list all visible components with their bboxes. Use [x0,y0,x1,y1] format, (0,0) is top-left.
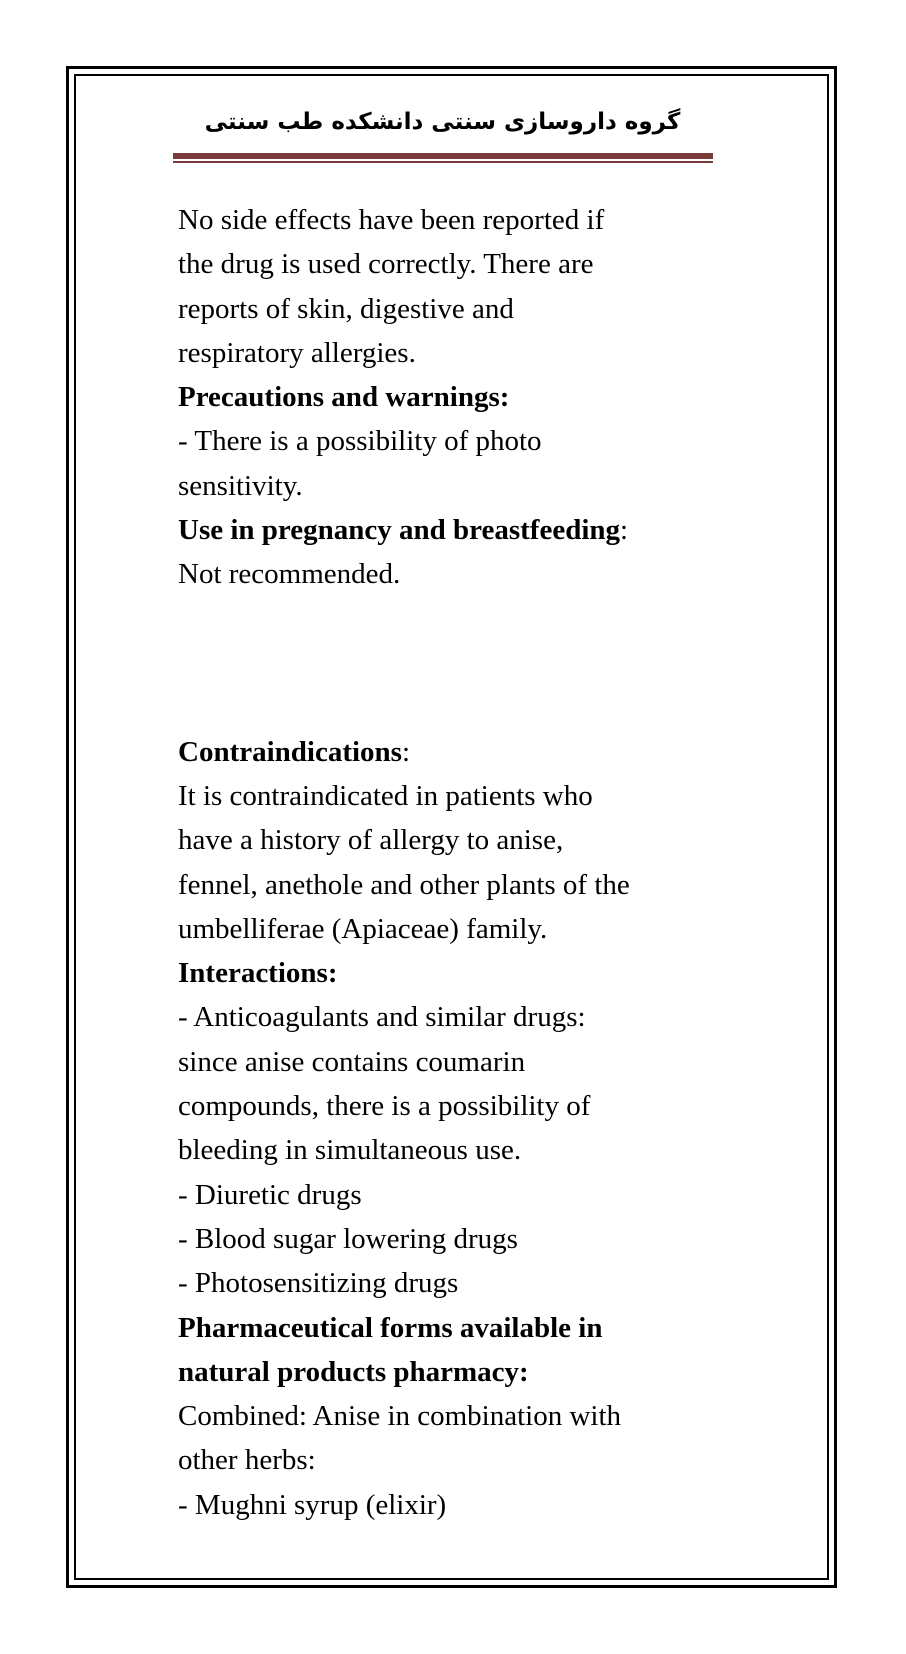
list-item: - Photosensitizing drugs [178,1267,459,1300]
body-line: Not recommended. [178,558,401,591]
section-heading-forms: natural products pharmacy: [178,1355,529,1388]
document-body [178,198,718,1527]
body-line: other herbs: [178,1444,316,1477]
body-line: since anise contains coumarin [178,1045,526,1078]
list-item: - Blood sugar lowering drugs [178,1222,518,1255]
header-title: گروه داروسازی سنتی دانشکده طب سنتی [204,109,681,135]
pregnancy-heading-line [178,508,718,552]
body-line: It is contraindicated in patients who [178,779,593,812]
list-item: - Diuretic drugs [178,1178,362,1211]
body-line: Combined: Anise in combination with [178,1400,622,1433]
heading-colon: : [620,514,629,547]
body-line: respiratory allergies. [178,336,416,369]
body-line: fennel, anethole and other plants of the [178,868,630,901]
heading-colon: : [401,735,411,768]
body-line: the drug is used correctly. There are [178,248,594,281]
body-line: compounds, there is a possibility of [178,1090,591,1123]
body-line: have a history of allergy to anise, [178,824,564,857]
section-heading-interactions: Interactions: [178,957,338,990]
body-line: - Anticoagulants and similar drugs: [178,1001,586,1034]
body-line: sensitivity. [178,469,303,502]
section-heading-forms: Pharmaceutical forms available in [178,1311,603,1344]
contraindications-heading-line [178,730,718,774]
section-heading-pregnancy: Use in pregnancy and breastfeeding [178,514,621,547]
body-line: umbelliferae (Apiaceae) family. [178,912,548,945]
header-divider [173,153,713,159]
body-line: bleeding in simultaneous use. [178,1134,522,1167]
body-line: No side effects have been reported if [178,204,605,236]
body-line: - There is a possibility of photo [178,425,542,458]
section-heading-precautions: Precautions and warnings: [178,381,510,414]
body-line: reports of skin, digestive and [178,292,514,325]
header-divider-thin [173,161,713,163]
section-heading-contraindications: Contraindications [178,735,402,768]
blank-space [178,597,718,730]
list-item: - Mughni syrup (elixir) [178,1488,447,1521]
